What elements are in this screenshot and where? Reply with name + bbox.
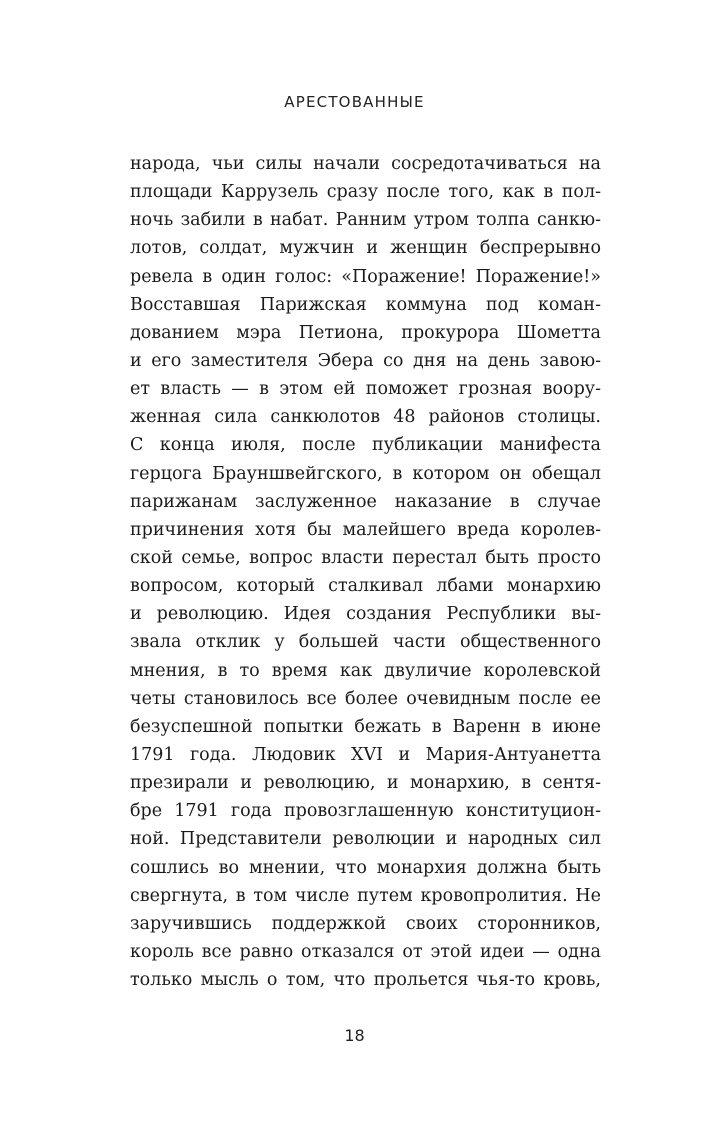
text-line: сошлись во мнении, что монархия должна быть <box>130 857 601 878</box>
text-line: причинения хотя бы малейшего вреда королев- <box>130 519 601 540</box>
running-head: АРЕСТОВАННЫЕ <box>284 93 425 111</box>
text-line: площади Каррузель сразу после того, как в пол- <box>130 182 601 203</box>
text-line: ет власть — в этом ей поможет грозная воору- <box>130 379 601 400</box>
text-line: ночь забили в набат. Ранним утром толпа санкю- <box>130 210 601 231</box>
page-number: 18 <box>344 1026 365 1045</box>
text-line: народа, чьи силы начали сосредотачиваться на <box>130 154 601 174</box>
text-line: лотов, солдат, мужчин и женщин беспрерывно <box>130 238 601 259</box>
text-line: и революцию. Идея создания Республики вы- <box>130 604 601 625</box>
text-line: ной. Представители революции и народных сил <box>130 829 601 850</box>
text-line: четы становилось все более очевидным после ее <box>130 688 601 709</box>
text-line: заручившись поддержкой своих сторонников, <box>130 913 601 934</box>
text-line: Восставшая Парижская коммуна под коман- <box>130 294 601 315</box>
text-line: вопросом, который сталкивал лбами монархию <box>130 576 601 597</box>
text-line: бре 1791 года провозглашенную конституцион- <box>130 801 601 822</box>
text-line: свергнута, в том числе путем кровопролития. Не <box>130 885 601 906</box>
text-line: звала отклик у большей части общественного <box>130 632 601 653</box>
text-line: парижанам заслуженное наказание в случае <box>130 491 601 512</box>
text-line: безуспешной попытки бежать в Варенн в июне <box>130 716 601 737</box>
text-line: герцога Брауншвейгского, в котором он обещал <box>130 463 601 484</box>
text-line: мнения, в то время как двуличие королевской <box>130 660 601 681</box>
text-line: ской семье, вопрос власти перестал быть просто <box>130 547 601 568</box>
text-line: женная сила санкюлотов 48 районов столицы. <box>130 407 601 428</box>
body-text <box>130 150 601 994</box>
text-line: дованием мэра Петиона, прокурора Шометта <box>130 322 601 343</box>
text-line: С конца июля, после публикации манифеста <box>130 435 601 456</box>
text-line: только мысль о том, что прольется чья-то кровь, <box>130 970 601 991</box>
text-line: 1791 года. Людовик XVI и Мария-Антуанетта <box>130 744 601 765</box>
text-line: ревела в один голос: «Поражение! Поражение!» <box>130 266 601 287</box>
text-line: презирали и революцию, и монархию, в сентя- <box>130 773 601 794</box>
text-line: и его заместителя Эбера со дня на день завою- <box>130 350 601 371</box>
text-line: король все равно отказался от этой идеи — одна <box>130 941 601 962</box>
